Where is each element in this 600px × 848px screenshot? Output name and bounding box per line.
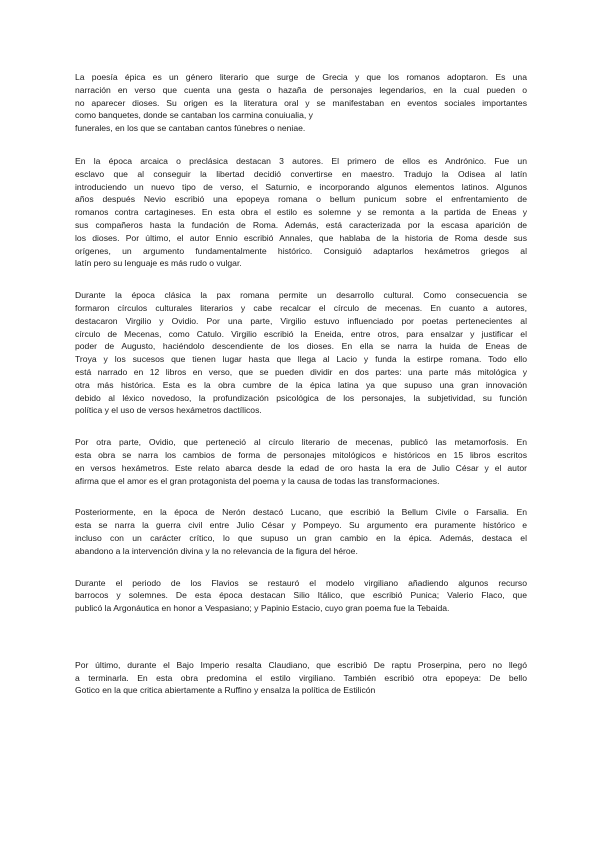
text-line: a terminarla. En esta obra predomina el estilo virgiliano. También escribió otra epopeya: De bello bbox=[75, 672, 527, 683]
paragraph-bajo-imperio bbox=[75, 659, 527, 697]
paragraph-neron bbox=[75, 506, 527, 557]
text-line: orígenes, un argumento fundamentalmente histórico. Consiguió adaptarlos hexámetros griegos al bbox=[75, 245, 527, 256]
text-line: romanos contra cartagineses. En esta obra el estilo es solemne y se remonta a la partida de Eneas y bbox=[75, 207, 527, 218]
text-line: no aparecer dioses. Su origen es la literatura oral y se manifestaban en eventos sociales importantes bbox=[75, 97, 527, 108]
text-line: introduciendo un nuevo tipo de verso, el Saturnio, e incorporando algunos elementos latinos. Algunos bbox=[75, 181, 527, 192]
text-line: Por otra parte, Ovidio, que perteneció al círculo literario de mecenas, publicó las metamorfosis. En bbox=[75, 437, 527, 448]
paragraph-clasica bbox=[75, 289, 527, 417]
text-line: otra más histórica. Esta es la obra cumbre de la épica latina ya que supuso una gran innovación bbox=[75, 379, 527, 390]
text-line: afirma que el amor es el gran protagonista del poema y la causa de todas las transformaciones. bbox=[75, 475, 440, 486]
text-line: funerales, en los que se cantaban cantos fúnebres o neniae. bbox=[75, 123, 306, 134]
text-line: Durante la época clásica la pax romana permite un desarrollo cultural. Como consecuencia se bbox=[75, 290, 527, 301]
text-line: formaron círculos culturales literarios y cabe recalcar el círculo de mecenas. En cuanto a autores, bbox=[75, 302, 527, 313]
text-line: Gotico en la que critica abiertamente a Ruffino y ensalza la política de Estilicón bbox=[75, 685, 376, 696]
paragraph-ovidio bbox=[75, 436, 527, 487]
document-body bbox=[75, 71, 527, 697]
text-line: barrocos y solemnes. De esta época destacan Silio Itálico, que escribió Punica; Valerio Flaco, que bbox=[75, 590, 527, 601]
text-line: poder de Augusto, haciéndolo descendiente de los dioses. En ella se narra la huida de Eneas de bbox=[75, 341, 527, 352]
text-line: narración en verso que cuenta una gesta o hazaña de personajes legendarios, en la cual pueden o bbox=[75, 84, 527, 95]
text-line: Troya y los sucesos que tienen lugar hasta que llega al Lacio y funda la estirpe romana. Todo ello bbox=[75, 354, 527, 365]
text-line: incluso con un carácter crítico, lo que supuso un gran cambio en la épica. Además, destaca el bbox=[75, 532, 527, 543]
text-line: sus compañeros hasta la fundación de Roma. Además, está caracterizada por la escasa aparición de bbox=[75, 219, 527, 230]
paragraph-arcaica bbox=[75, 155, 527, 270]
text-line: debido al léxico novedoso, la profundización psicológica de los personajes, la subjetividad, su función bbox=[75, 392, 527, 403]
text-line: Por último, durante el Bajo Imperio resalta Claudiano, que escribió De raptu Proserpina, pero no llegó bbox=[75, 659, 527, 670]
text-line: como banquetes, donde se cantaban los carmina conuiualia, y bbox=[75, 110, 313, 121]
text-line: en versos hexámetros. Este relato abarca desde la edad de oro hasta la era de Julio César y el autor bbox=[75, 462, 527, 473]
text-line: política y el uso de versos hexámetros dactílicos. bbox=[75, 405, 262, 416]
text-line: círculo de Mecenas, como Catulo. Virgilio escribió la Eneida, entre otros, para ensalzar y justificar el bbox=[75, 328, 527, 339]
text-line: los dioses. Por último, el autor Ennio escribió Annales, que hablaba de la historia de Roma desde sus bbox=[75, 232, 527, 243]
text-line: esclavo que al conseguir la libertad decidió convertirse en maestro. Tradujo la Odisea al latín bbox=[75, 168, 527, 179]
text-line: Posteriormente, en la época de Nerón destacó Lucano, que escribió la Bellum Civile o Farsalia. En bbox=[75, 507, 527, 518]
paragraph-flavios bbox=[75, 577, 527, 615]
text-line: latín pero su lenguaje es más rudo o vulgar. bbox=[75, 258, 242, 269]
text-line: está narrado en 12 libros en verso, que se pueden dividir en dos partes: una parte más mitológica y bbox=[75, 366, 527, 377]
text-line: La poesía épica es un género literario que surge de Grecia y que los romanos adoptaron. Es una bbox=[75, 72, 527, 82]
paragraph-intro bbox=[75, 71, 527, 135]
text-line: abandono a la intervención divina y la no relevancia de la figura del héroe. bbox=[75, 545, 358, 556]
text-line: años después Nevio escribió una epopeya romana o bellum punicum sobre el enfrentamiento de bbox=[75, 194, 527, 205]
text-line: esta obra se narra los cambios de forma de personajes mitológicos e históricos en 15 libros escritos bbox=[75, 449, 527, 460]
text-line: esta se narra la guerra civil entre Julio César y Pompeyo. Su argumento era puramente histórico e bbox=[75, 520, 527, 531]
text-line: destacaron Virgilio y Ovidio. Por una parte, Virgilio estuvo influenciado por poetas pertenecientes al bbox=[75, 315, 527, 326]
text-line: En la época arcaica o preclásica destacan 3 autores. El primero de ellos es Andrónico. Fue un bbox=[75, 155, 527, 166]
text-line: Durante el periodo de los Flavios se restauró el modelo virgiliano añadiendo algunos recurso bbox=[75, 577, 527, 588]
text-line: publicó la Argonáutica en honor a Vespasiano; y Papinio Estacio, cuyo gran poema fue la Tebaida. bbox=[75, 603, 450, 614]
